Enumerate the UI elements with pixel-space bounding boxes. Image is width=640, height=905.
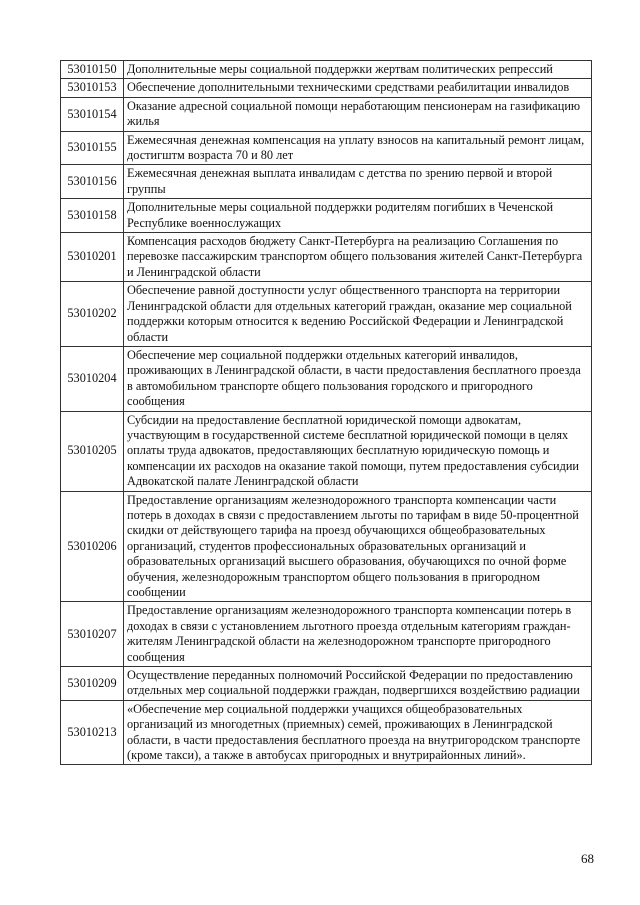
- row-code: 53010213: [61, 700, 124, 765]
- row-code: 53010156: [61, 165, 124, 199]
- table-row: [61, 79, 592, 97]
- row-code: 53010205: [61, 411, 124, 491]
- table-row: [61, 602, 592, 667]
- row-code: 53010206: [61, 491, 124, 602]
- row-description: Обеспечение мер социальной поддержки отдельных категорий инвалидов, проживающих в Ленинградской области, в части предоставления бесплатного проезда в автомобильном транспорте общего пользования городского и пригородного сообщения: [124, 346, 592, 411]
- page-number: 68: [581, 851, 594, 866]
- table-row: [61, 199, 592, 233]
- table-row: [61, 97, 592, 131]
- row-code: 53010153: [61, 79, 124, 97]
- row-description: Дополнительные меры социальной поддержки жертвам политических репрессий: [124, 61, 592, 79]
- row-code: 53010158: [61, 199, 124, 233]
- row-code: 53010155: [61, 131, 124, 165]
- row-description: Обеспечение дополнительными техническими средствами реабилитации инвалидов: [124, 79, 592, 97]
- row-description: Субсидии на предоставление бесплатной юридической помощи адвокатам, участвующим в государственной системе бесплатной юридической помощи в целях оплаты труда адвокатов, предоставляющих бесплатную юридическую помощь и компенсации их расходов на оказание такой помощи, путем предоставления субсидии Адвокатской палате Ленинградской области: [124, 411, 592, 491]
- row-code: 53010150: [61, 61, 124, 79]
- row-description: Компенсация расходов бюджету Санкт-Петербурга на реализацию Соглашения по перевозке пассажирским транспортом общего пользования жителей Санкт-Петербурга и Ленинградской области: [124, 233, 592, 282]
- row-description: Ежемесячная денежная компенсация на уплату взносов на капитальный ремонт лицам, достигштм возраста 70 и 80 лет: [124, 131, 592, 165]
- table-row: [61, 346, 592, 411]
- row-code: 53010202: [61, 282, 124, 347]
- row-description: Оказание адресной социальной помощи неработающим пенсионерам на газификацию жилья: [124, 97, 592, 131]
- table-row: [61, 700, 592, 765]
- table-row: [61, 131, 592, 165]
- table-row: [61, 61, 592, 79]
- table-row: [61, 667, 592, 701]
- row-description: Ежемесячная денежная выплата инвалидам с детства по зрению первой и второй группы: [124, 165, 592, 199]
- table-row: [61, 491, 592, 602]
- row-code: 53010201: [61, 233, 124, 282]
- row-description: Предоставление организациям железнодорожного транспорта компенсации потерь в доходах в связи с установлением льготного проезда отдельным категориям граждан-жителям Ленинградской области на железнодорожном транспорте пригородного сообщения: [124, 602, 592, 667]
- table-row: [61, 282, 592, 347]
- row-code: 53010204: [61, 346, 124, 411]
- budget-codes-table: [60, 60, 592, 765]
- row-description: Дополнительные меры социальной поддержки родителям погибших в Чеченской Республике военнослужащих: [124, 199, 592, 233]
- row-description: Осуществление переданных полномочий Российской Федерации по предоставлению отдельных мер социальной поддержки граждан, подвергшихся воздействию радиации: [124, 667, 592, 701]
- row-code: 53010154: [61, 97, 124, 131]
- row-code: 53010209: [61, 667, 124, 701]
- row-description: Обеспечение равной доступности услуг общественного транспорта на территории Ленинградской области для отдельных категорий граждан, оказание мер социальной поддержки которым относится к ведению Российской Федерации и Ленинградской области: [124, 282, 592, 347]
- table-row: [61, 233, 592, 282]
- table-row: [61, 411, 592, 491]
- row-description: Предоставление организациям железнодорожного транспорта компенсации части потерь в доходах в связи с предоставлением льготы по тарифам в виде 50-процентной скидки от действующего тарифа на проезд обучающихся общеобразовательных организаций, студентов профессиональных образовательных организаций и образовательных организаций высшего образования, обучающихся по очной форме обучения, железнодорожным транспортом общего пользования в пригородном сообщении: [124, 491, 592, 602]
- row-code: 53010207: [61, 602, 124, 667]
- row-description: «Обеспечение мер социальной поддержки учащихся общеобразовательных организаций из многодетных (приемных) семей, проживающих в Ленинградской области, в части предоставления бесплатного проезда на внутригородском транспорте (кроме такси), а также в автобусах пригородных и внутрирайонных линий».: [124, 700, 592, 765]
- table-row: [61, 165, 592, 199]
